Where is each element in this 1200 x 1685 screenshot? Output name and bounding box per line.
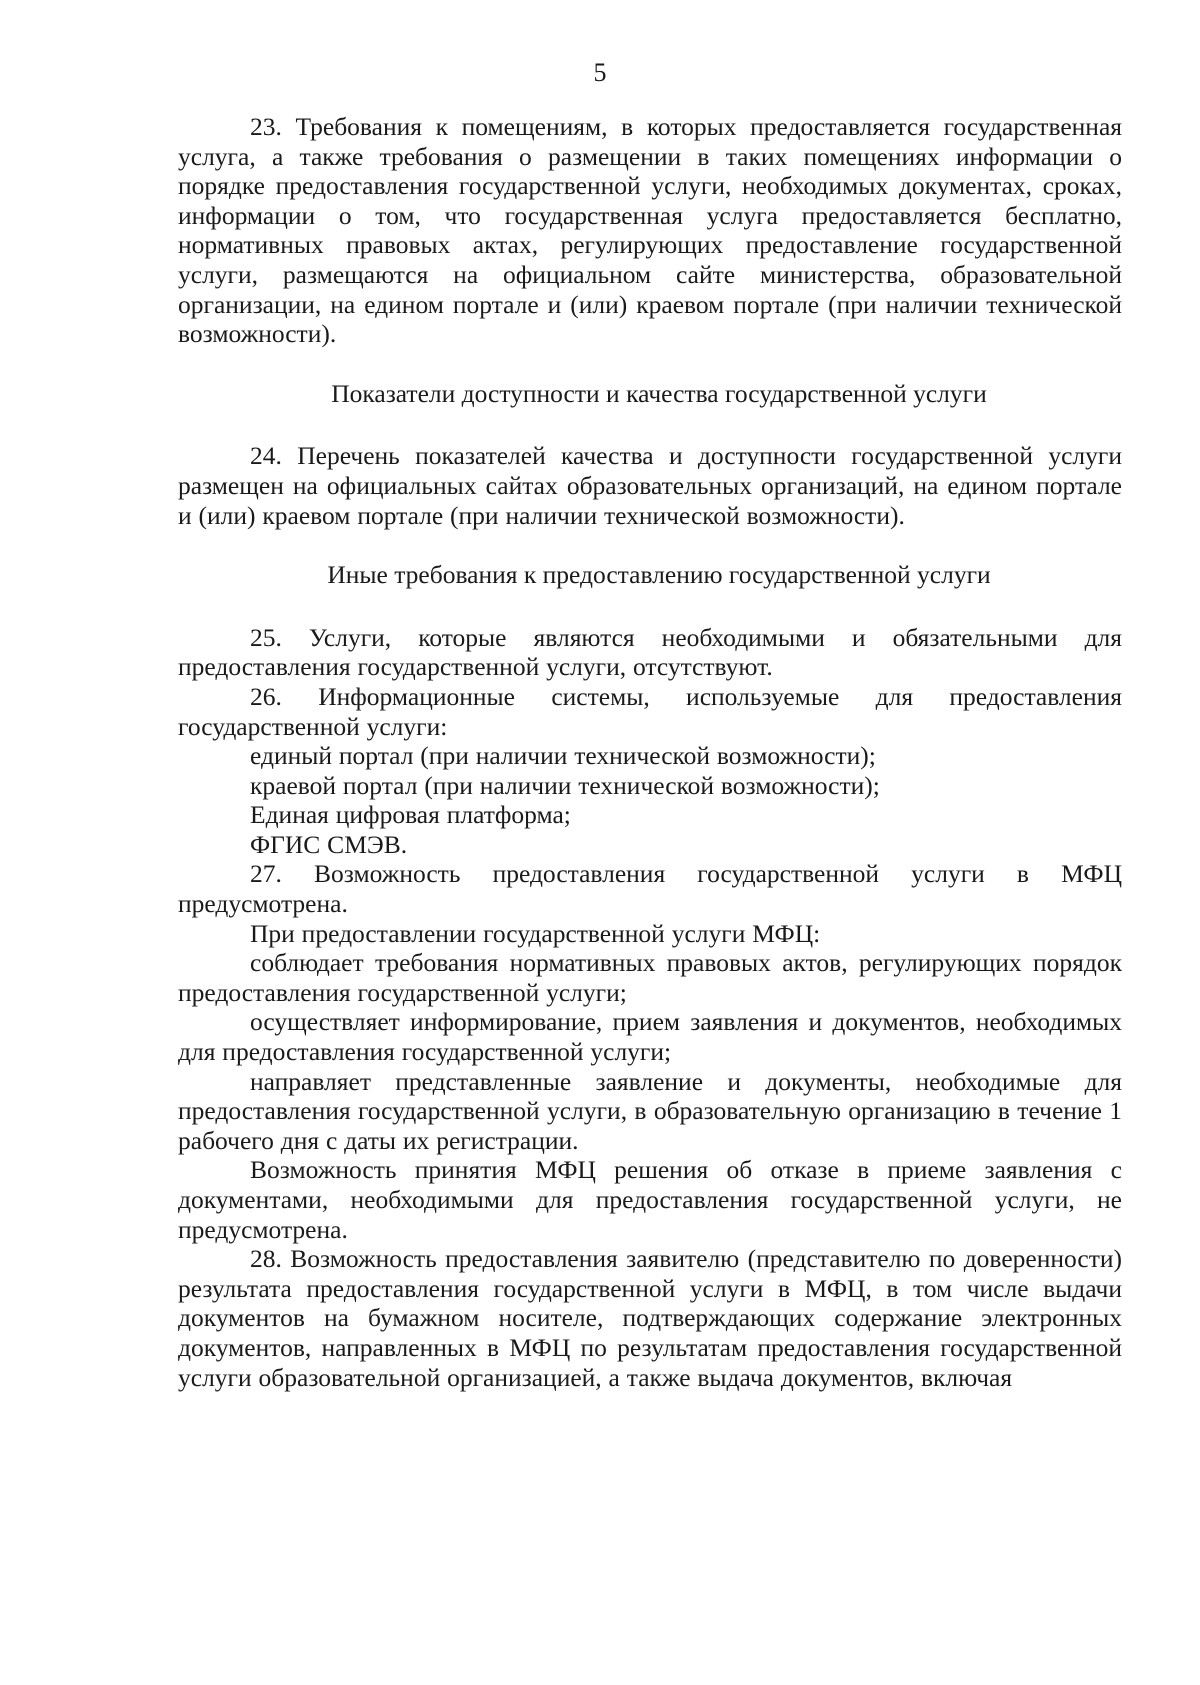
list-item: единый портал (при наличии технической возможности); [250, 741, 876, 771]
list-item: краевой портал (при наличии технической возможности); [250, 770, 880, 800]
list-item: направляет представленные заявление и документы, необходимые для предоставления государственной услуги, в образовательную организацию в течение 1 рабочего дня с даты их регистрации. [178, 1066, 1122, 1155]
paragraph-23: 23. Требования к помещениям, в которых предоставляется государственная услуга, а также требования о размещении в таких помещениях информации о порядке предоставления государственной услуги, необходимых документах, сроках, информации о том, что государственная услуга предоставляется бесплатно, нормативных правовых актах, регулирующих предоставление государственной услуги, размещаются на официальном сайте министерства, образовательной организации, на едином портале и (или) краевом портале (при наличии технической возможности). [178, 112, 1122, 349]
section-heading-other-requirements: Иные требования к предоставлению государственной услуги [327, 560, 991, 590]
paragraph-26: 26. Информационные системы, используемые для предоставления государственной услуги: [178, 681, 1122, 741]
paragraph-27: 27. Возможность предоставления государственной услуги в МФЦ предусмотрена. [178, 859, 1122, 919]
paragraph-27-intro: При предоставлении государственной услуги МФЦ: [250, 918, 821, 948]
list-item: соблюдает требования нормативных правовых актов, регулирующих порядок предоставления государственной услуги; [178, 948, 1122, 1007]
document-body [178, 112, 1122, 1392]
list-item: ФГИС СМЭВ. [250, 829, 408, 859]
list-item: Единая цифровая платформа; [250, 800, 571, 830]
list-item: осуществляет информирование, прием заявления и документов, необходимых для предоставления государственной услуги; [178, 1007, 1122, 1067]
paragraph-24: 24. Перечень показателей качества и доступности государственной услуги размещен на официальных сайтах образовательных организаций, на едином портале и (или) краевом портале (при наличии технической возможности). [178, 441, 1122, 530]
paragraph-27-refusal: Возможность принятия МФЦ решения об отказе в приеме заявления с документами, необходимыми для предоставления государственной услуги, не предусмотрена. [178, 1155, 1122, 1244]
page-number: 5 [593, 58, 607, 87]
paragraph-25: 25. Услуги, которые являются необходимыми и обязательными для предоставления государственной услуги, отсутствуют. [178, 622, 1122, 682]
paragraph-28: 28. Возможность предоставления заявителю (представителю по доверенности) результата предоставления государственной услуги в МФЦ, в том числе выдачи документов на бумажном носителе, подтверждающих содержание электронных документов, направленных в МФЦ по результатам предоставления государственной услуги образовательной организацией, а также выдача документов, включая [178, 1244, 1122, 1392]
section-heading-accessibility: Показатели доступности и качества государственной услуги [331, 378, 987, 408]
